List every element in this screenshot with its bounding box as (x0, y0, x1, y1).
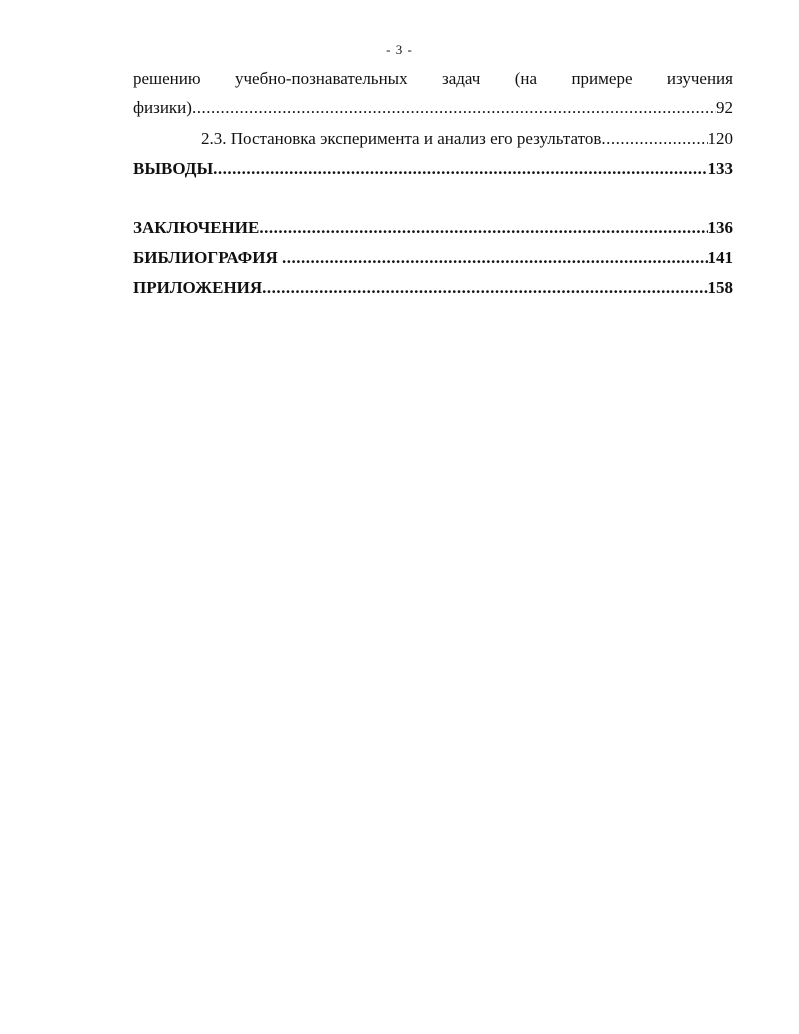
toc-entry-page: 136 (707, 218, 733, 237)
dot-leader (262, 277, 707, 299)
toc-entry-page: 92 (716, 98, 733, 117)
toc-entry-label: БИБЛИОГРАФИЯ (133, 248, 282, 267)
toc-entry-bibliography (133, 247, 733, 269)
toc-entry-label: ВЫВОДЫ (133, 159, 214, 178)
toc-entry-conclusions (133, 158, 733, 180)
page-number: - 3 - (386, 42, 413, 57)
toc-word: изучения (666, 69, 733, 88)
toc-entry-label: ЗАКЛЮЧЕНИЕ (133, 218, 260, 237)
toc-word: (на (514, 69, 538, 88)
dot-leader (259, 217, 707, 239)
toc-word: решению (133, 69, 201, 88)
toc-entry-appendices (133, 277, 733, 299)
dot-leader (601, 128, 707, 150)
toc-continued-line (133, 68, 733, 90)
toc-entry-final-conclusion (133, 217, 733, 239)
toc-word: учебно-познавательных (234, 69, 408, 88)
toc-entry-page: 120 (707, 129, 733, 148)
toc-entry-label: 2.3. Постановка эксперимента и анализ его результатов (201, 129, 602, 148)
toc-entry-page: 141 (707, 248, 733, 267)
toc-entry-page: 158 (707, 278, 733, 297)
toc-entry-label: физики) (133, 98, 192, 117)
toc-entry-page: 133 (707, 159, 733, 178)
toc-word: задач (442, 69, 481, 88)
dot-leader (192, 97, 716, 119)
toc-word: примере (571, 69, 633, 88)
dot-leader (282, 247, 708, 269)
toc-entry-label: ПРИЛОЖЕНИЯ (133, 278, 263, 297)
dot-leader (213, 158, 707, 180)
toc-entry-2-3 (201, 128, 733, 150)
toc-entry-physics (133, 97, 733, 119)
